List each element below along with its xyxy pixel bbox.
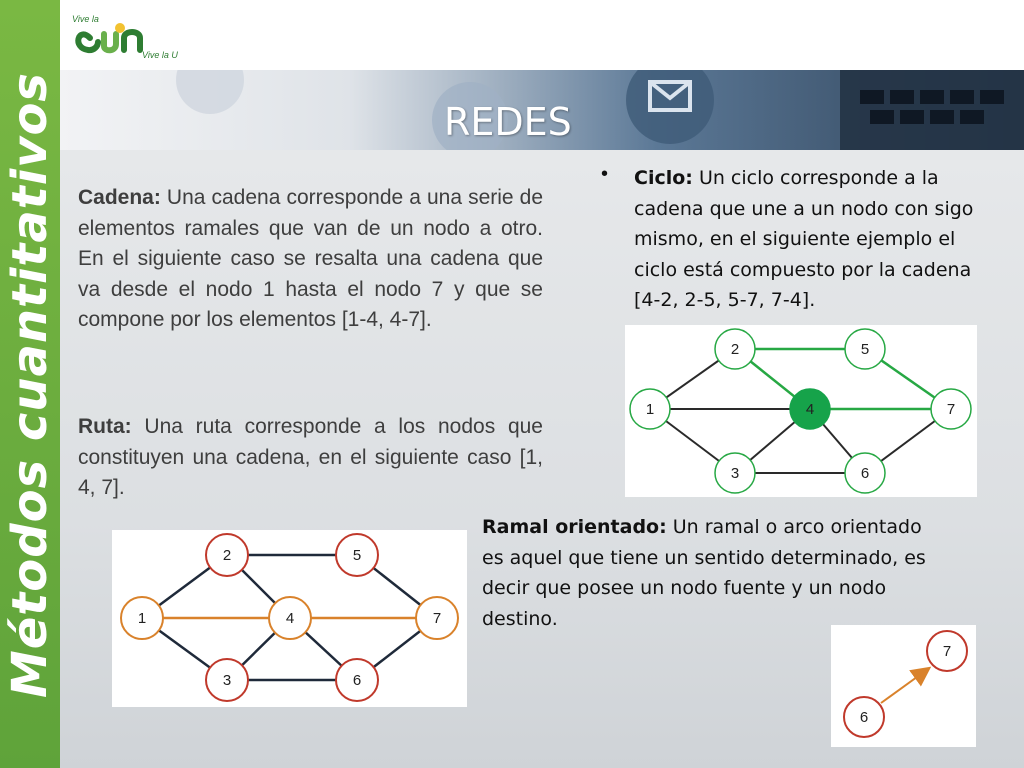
route-node-1 [121,597,163,639]
svg-text:6: 6 [860,465,870,482]
ramal-paragraph [482,512,942,634]
route-node-6 [336,659,378,701]
svg-text:7: 7 [942,643,952,660]
svg-text:5: 5 [352,547,362,564]
route-node-2 [206,534,248,576]
svg-text:6: 6 [352,672,362,689]
cycle-node-1 [630,389,670,429]
slide-title: REDES [444,100,572,144]
cadena-paragraph [78,183,543,336]
ramal-label: Ramal orientado: [482,516,667,538]
ciclo-paragraph [634,163,984,316]
svg-text:5: 5 [860,341,870,358]
ruta-text: Una ruta corresponde a los nodos que constituyen una cadena, en el siguiente caso [1, 4, 7]. [78,415,543,499]
arc-graph-svg [831,625,976,747]
svg-text:4: 4 [805,401,815,418]
cycle-node-3 [715,453,755,493]
ciclo-label: Ciclo: [634,167,693,189]
ciclo-text: Un ciclo corresponde a la cadena que une a un nodo con sigo mismo, en el siguiente ejemplo el ciclo está compuesto por la cadena [4-2, 2-5, 5-7, 7-4]. [634,167,974,311]
cycle-node-2 [715,329,755,369]
cadena-label: Cadena: [78,186,161,209]
cun-logo [70,8,180,60]
svg-text:Vive la U: Vive la U [142,50,178,60]
svg-text:6: 6 [859,709,869,726]
cycle-node-4 [790,389,830,429]
svg-text:7: 7 [432,610,442,627]
svg-text:3: 3 [730,465,740,482]
arc-graph [831,625,976,747]
ramal-text: Un ramal o arco orientado es aquel que tiene un sentido determinado, es decir que posee un nodo fuente y un nodo destino. [482,516,926,630]
ciclo-bullet: • [601,163,609,185]
ruta-paragraph [78,412,543,504]
svg-text:7: 7 [946,401,956,418]
ruta-label: Ruta: [78,415,132,438]
svg-text:4: 4 [285,610,295,627]
route-node-5 [336,534,378,576]
svg-text:2: 2 [222,547,232,564]
route-graph-svg [112,530,467,707]
cycle-node-7 [931,389,971,429]
route-node-7 [416,597,458,639]
svg-text:Vive la: Vive la [72,14,99,24]
route-node-3 [206,659,248,701]
cadena-text: Una cadena corresponde a una serie de elementos ramales que van de un nodo a otro. En el siguiente caso se resalta una cadena que va desde el nodo 1 hasta el nodo 7 y que se compone por los elementos [1-4, 4-7]. [78,186,543,331]
svg-text:2: 2 [730,341,740,358]
svg-text:3: 3 [222,672,232,689]
arc-node-7 [927,631,967,671]
arc-node-6 [844,697,884,737]
route-node-4 [269,597,311,639]
arc-6-7 [881,669,928,703]
svg-text:1: 1 [137,610,147,627]
side-title: Métodos cuantitativos [2,71,58,699]
cycle-node-5 [845,329,885,369]
svg-text:1: 1 [645,401,655,418]
cycle-graph [625,325,977,497]
cycle-node-6 [845,453,885,493]
route-graph [112,530,467,707]
cycle-graph-svg [625,325,977,497]
